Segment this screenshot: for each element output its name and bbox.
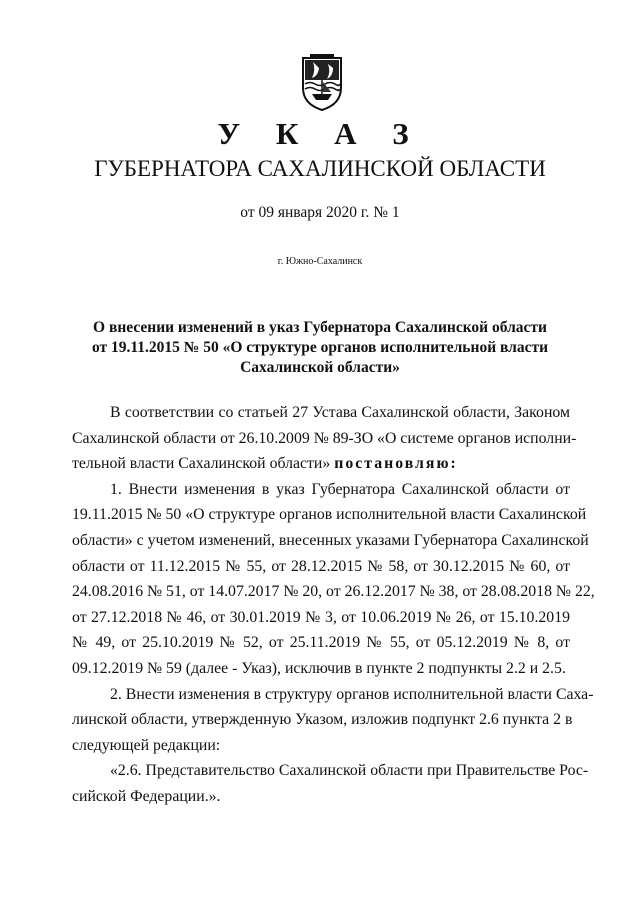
document-city: г. Южно-Сахалинск xyxy=(277,256,363,267)
body-line: В соответствии со статьей 27 Устава Сахалинской области, Законом xyxy=(110,404,570,421)
heading-line: от 19.11.2015 № 50 «О структуре органов исполнительной власти xyxy=(91,339,549,356)
body-line: следующей редакции: xyxy=(72,736,221,754)
body-line: линской области, утвержденную Указом, изложив подпункт 2.6 пункта 2 в xyxy=(72,711,573,729)
body-text: тельной власти Сахалинской области» xyxy=(72,455,331,473)
body-line: сийской Федерации.». xyxy=(72,787,221,805)
sakhalin-coat-of-arms-icon xyxy=(298,54,346,112)
body-line: области» с учетом изменений, внесенных указами Губернатора Сахалинской xyxy=(72,531,589,549)
body-line: 09.12.2019 № 59 (далее - Указ), исключив в пункте 2 подпункты 2.2 и 2.5. xyxy=(72,659,566,677)
body-line: 2. Внести изменения в структуру органов исполнительной власти Саха- xyxy=(110,685,594,703)
body-line: области от 11.12.2015 № 55, от 28.12.2015 № 58, от 30.12.2015 № 60, от xyxy=(72,557,570,575)
body-line: «2.6. Представительство Сахалинской области при Правительстве Рос- xyxy=(110,762,589,780)
document-heading xyxy=(70,318,570,378)
decree-word: постановляю: xyxy=(334,455,458,473)
document-date-number: от 09 января 2020 г. № 1 xyxy=(240,204,400,221)
document-title: У К А З xyxy=(217,116,423,151)
body-line: Сахалинской области от 26.10.2009 № 89-ЗО «О системе органов исполни- xyxy=(72,429,577,447)
body-line: 24.08.2016 № 51, от 14.07.2017 № 20, от 26.12.2017 № 38, от 28.08.2018 № 22, xyxy=(72,583,595,601)
body-line xyxy=(72,451,570,477)
body-line: 1. Внести изменения в указ Губернатора Сахалинской области от xyxy=(110,480,570,498)
document-subtitle: ГУБЕРНАТОРА САХАЛИНСКОЙ ОБЛАСТИ xyxy=(94,156,546,181)
heading-line: О внесении изменений в указ Губернатора Сахалинской области xyxy=(93,319,547,336)
body-line: 19.11.2015 № 50 «О структуре органов исполнительной власти Сахалинской xyxy=(72,506,587,524)
body-line: № 49, от 25.10.2019 № 52, от 25.11.2019 № 55, от 05.12.2019 № 8, от xyxy=(72,634,570,652)
body-line: от 27.12.2018 № 46, от 30.01.2019 № 3, от 10.06.2019 № 26, от 15.10.2019 xyxy=(72,608,570,626)
heading-line: Сахалинской области» xyxy=(240,359,400,376)
document-body xyxy=(72,400,595,810)
